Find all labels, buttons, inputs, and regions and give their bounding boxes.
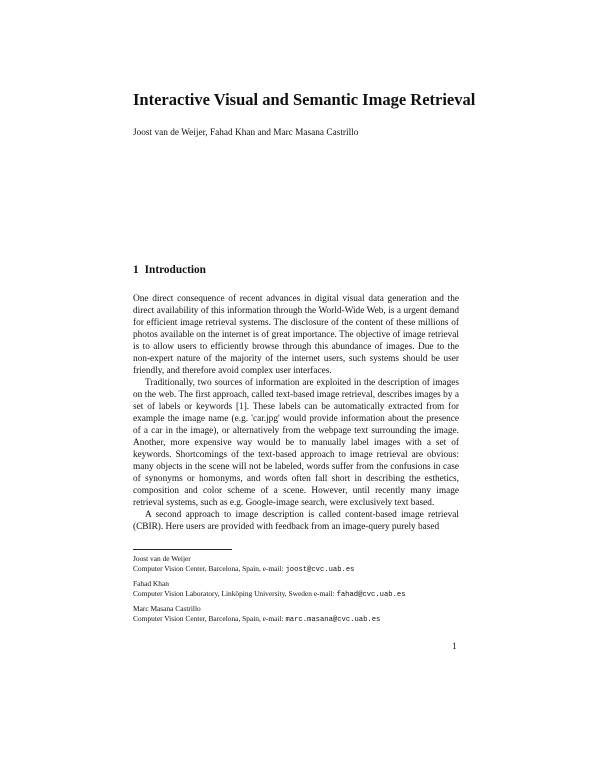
footnote-affiliation: Computer Vision Center, Barcelona, Spain, e-mail: [133, 564, 284, 573]
paper-title: Interactive Visual and Semantic Image Retrieval [133, 90, 476, 109]
page-number: 1 [452, 642, 457, 652]
section-body [133, 293, 459, 533]
footnote-name: Marc Masana Castrillo [133, 604, 201, 613]
section-title: Introduction [144, 264, 206, 276]
footnote-affiliation: Computer Vision Laboratory, Linköping University, Sweden e-mail: [133, 589, 335, 598]
footnote-author [133, 554, 473, 575]
footnote-email: joost@cvc.uab.es [285, 566, 355, 574]
footnote-name: Fahad Khan [133, 579, 169, 588]
footnote-affiliation-line [133, 614, 473, 625]
section-number: 1 [133, 264, 139, 276]
footnote-block [133, 554, 473, 629]
footnote-name: Joost van de Weijer [133, 554, 191, 563]
footnote-divider [133, 549, 232, 550]
footnote-affiliation: Computer Vision Center, Barcelona, Spain, e-mail: [133, 614, 284, 623]
section-heading [133, 264, 206, 276]
author-list: Joost van de Weijer, Fahad Khan and Marc Masana Castrillo [133, 128, 359, 138]
footnote-affiliation-line [133, 564, 473, 575]
footnote-email: fahad@cvc.uab.es [336, 591, 406, 599]
footnote-email: marc.masana@cvc.uab.es [285, 616, 381, 624]
paragraph: A second approach to image description is called content-based image retrieval (CBIR). Here users are provided with feedback from an image-query purely based [133, 510, 459, 532]
footnote-author [133, 579, 473, 600]
footnote-affiliation-line [133, 589, 473, 600]
footnote-author [133, 604, 473, 625]
paragraph: Traditionally, two sources of information are exploited in the description of images on the web. The first approach, called text-based image retrieval, describes images by a set of labels or keywords [1]. These labels can be automatically extracted from for example the image name (e.g. 'car.jpg' would provide information about the presence of a car in the image), or alternatively from the webpage text surrounding the image. Another, more expensive way would be to manually label images with a set of keywords. Shortcomings of the text-based approach to image retrieval are obvious: many objects in the scene will not be labeled, words suffer from the confusions in case of synonyms or homonyms, and words often fall short in describing the esthetics, composition and color scheme of a scene. However, until recently many image retrieval systems, such as e.g. Google-image search, were exclusively text based. [133, 378, 459, 508]
paragraph: One direct consequence of recent advances in digital visual data generation and the direct availability of this information through the World-Wide Web, is a urgent demand for efficient image retrieval systems. The disclosure of the content of these millions of photos available on the internet is of great importance. The objective of image retrieval is to allow users to efficiently browse through this abundance of images. Due to the non-expert nature of the majority of the internet users, such systems should be user friendly, and therefore avoid complex user interfaces. [133, 294, 459, 376]
